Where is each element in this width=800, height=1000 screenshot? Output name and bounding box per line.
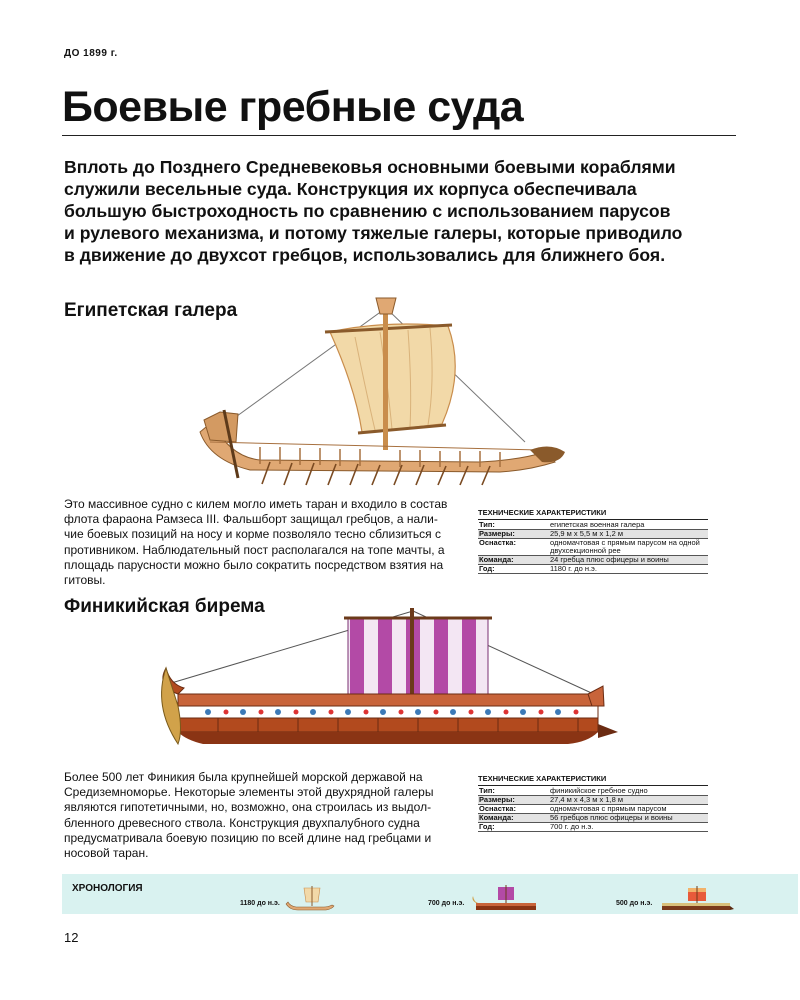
specs-key: Тип: bbox=[479, 786, 495, 795]
specs-key: Оснастка: bbox=[479, 538, 516, 547]
page-title: Боевые гребные суда bbox=[62, 83, 524, 131]
specs-value: 27,4 м x 4,3 м x 1,8 м bbox=[550, 795, 624, 804]
specs-value: 24 гребца плюс офицеры и воины bbox=[550, 555, 669, 564]
lead-line: служили весельные суда. Конструкция их корпуса обеспечивала bbox=[64, 179, 637, 199]
chronology-date: 500 до н.э. bbox=[616, 900, 653, 907]
egyptian-galley-illustration bbox=[180, 292, 580, 487]
specs-row bbox=[478, 565, 708, 574]
description-line: чие боевых позиций на носу и корме позволяло тесно сблизиться с bbox=[64, 527, 441, 542]
specs-value: одномачтовая с прямым парусом bbox=[550, 804, 667, 813]
phoenician-bireme-thumbnail-icon bbox=[470, 884, 540, 912]
description-line: флота фараона Рамзеса III. Фальшборт защищал гребцов, а нали- bbox=[64, 512, 438, 527]
chronology-date: 1180 до н.э. bbox=[240, 900, 280, 907]
description-line: Средиземноморье. Некоторые элементы этой двухрядной галеры bbox=[64, 785, 434, 800]
specs-value: 1180 г. до н.э. bbox=[550, 564, 597, 573]
section-heading-phoenician-bireme: Финикийская бирема bbox=[64, 596, 265, 617]
specs-key: Размеры: bbox=[479, 529, 515, 538]
description-line: бленного древесного ствола. Конструкция двухпалубного судна bbox=[64, 815, 420, 830]
specs-value: 700 г. до н.э. bbox=[550, 822, 594, 831]
specs-value: 56 гребцов плюс офицеры и воины bbox=[550, 813, 673, 822]
title-rule bbox=[62, 135, 736, 136]
section-heading-egyptian-galley: Египетская галера bbox=[64, 300, 238, 321]
specs-key: Команда: bbox=[479, 555, 514, 564]
specs-key: Команда: bbox=[479, 813, 514, 822]
specs-key: Оснастка: bbox=[479, 804, 516, 813]
description-line: предусматривала боевую позицию по всей длине над гребцами и bbox=[64, 830, 432, 845]
specs-row bbox=[478, 814, 708, 823]
specs-key: Год: bbox=[479, 564, 495, 573]
description-line: Более 500 лет Финикия была крупнейшей морской державой на bbox=[64, 770, 423, 784]
lead-line: в движение до двухсот гребцов, использовались для ближнего боя. bbox=[64, 245, 666, 265]
specs-value: финикийское гребное судно bbox=[550, 786, 648, 795]
specs-key: Год: bbox=[479, 822, 495, 831]
lead-line: большую быстроходность по сравнению с использованием парусов bbox=[64, 201, 671, 221]
specs-title: ТЕХНИЧЕСКИЕ ХАРАКТЕРИСТИКИ bbox=[478, 775, 708, 786]
description-line: носовой таран. bbox=[64, 846, 149, 861]
chronology-date: 700 до н.э. bbox=[428, 900, 465, 907]
description-line: площадь парусности можно было сократить посредством взятия на bbox=[64, 557, 444, 572]
specs-key: Тип: bbox=[479, 520, 495, 529]
section-kicker: ДО 1899 г. bbox=[64, 48, 118, 59]
specs-row bbox=[478, 823, 708, 832]
specs-value: египетская военная галера bbox=[550, 520, 645, 529]
description-line: являются гипотетичными, но, возможно, она строилась из выдол- bbox=[64, 800, 432, 815]
lead-paragraph bbox=[64, 156, 754, 266]
phoenician-bireme-illustration bbox=[148, 606, 628, 756]
specs-key: Размеры: bbox=[479, 795, 515, 804]
page-number: 12 bbox=[64, 930, 79, 945]
specs-row bbox=[478, 539, 708, 556]
description-line: гитовы. bbox=[64, 573, 106, 588]
lead-line: и рулевого механизма, и потому тяжелые галеры, которые приводило bbox=[64, 223, 683, 243]
phoenician-bireme-specs-table bbox=[478, 775, 708, 832]
description-line: противником. Наблюдательный пост располагался на топе мачты, а bbox=[64, 542, 445, 557]
lead-line: Вплоть до Позднего Средневековья основными боевыми кораблями bbox=[64, 157, 676, 177]
specs-title: ТЕХНИЧЕСКИЕ ХАРАКТЕРИСТИКИ bbox=[478, 509, 708, 520]
egyptian-galley-thumbnail-icon bbox=[284, 884, 336, 912]
specs-value: 25,9 м x 5,5 м x 1,2 м bbox=[550, 529, 624, 538]
phoenician-bireme-description bbox=[64, 770, 448, 861]
chronology-label: ХРОНОЛОГИЯ bbox=[72, 883, 143, 894]
chronology-strip bbox=[62, 874, 798, 914]
egyptian-galley-specs-table bbox=[478, 509, 708, 574]
greek-trireme-thumbnail-icon bbox=[658, 884, 734, 912]
specs-value: одномачтовая с прямым парусом на одной двухсекционной рее bbox=[550, 538, 700, 555]
egyptian-galley-description bbox=[64, 497, 456, 588]
description-line: Это массивное судно с килем могло иметь таран и входило в состав bbox=[64, 497, 448, 511]
